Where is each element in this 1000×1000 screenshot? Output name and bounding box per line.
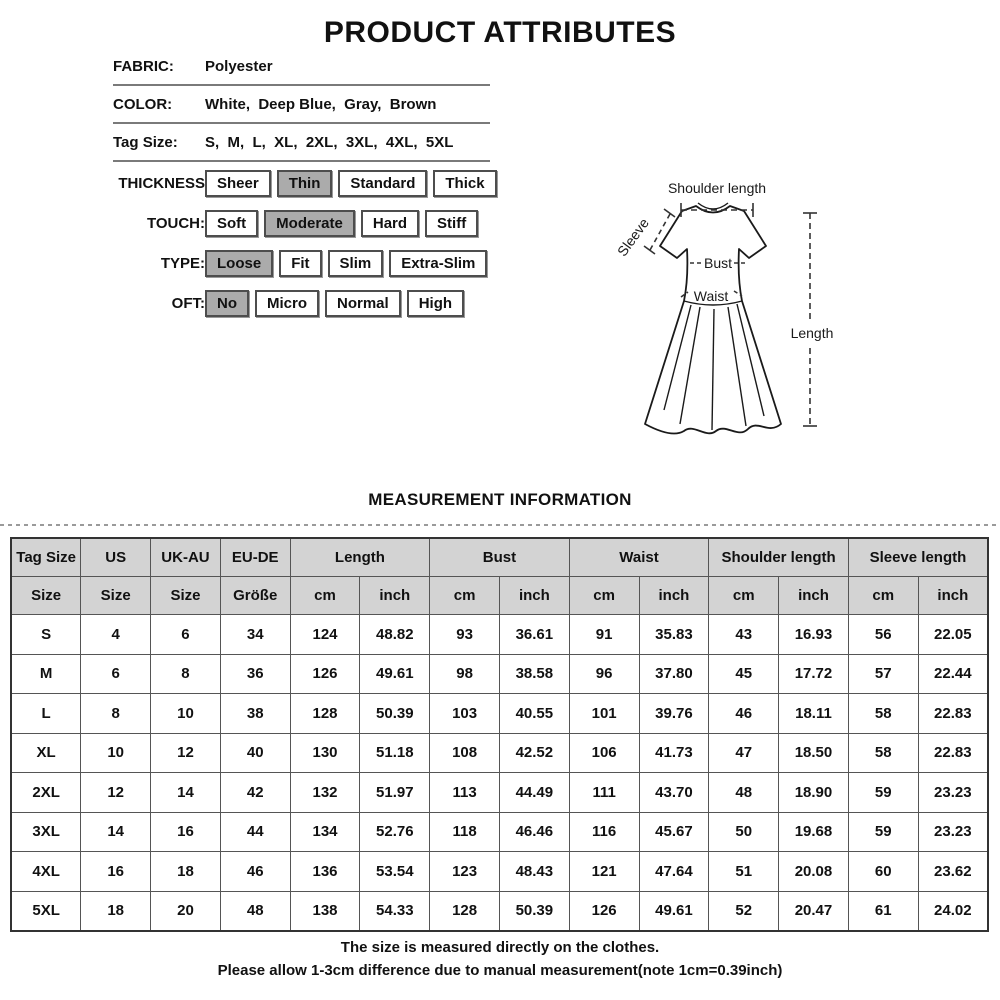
measurement-cell: 43 <box>709 615 779 655</box>
measurement-cell: 49.61 <box>360 654 430 694</box>
measurement-cell: 12 <box>151 733 221 773</box>
measurement-cell: 48 <box>220 891 290 931</box>
measurement-cell: 40.55 <box>499 694 569 734</box>
table-row <box>11 891 988 931</box>
measurement-cell: 106 <box>569 733 639 773</box>
size-cell: 4XL <box>11 852 81 892</box>
measurement-cell: 22.83 <box>918 694 988 734</box>
bust-label: Bust <box>703 255 733 271</box>
measurement-cell: 52.76 <box>360 812 430 852</box>
table-row <box>11 812 988 852</box>
measurement-cell: 136 <box>290 852 360 892</box>
measurement-cell: 23.23 <box>918 812 988 852</box>
color-value: White, Deep Blue, Gray, Brown <box>205 95 437 113</box>
measurement-cell: 16.93 <box>779 615 849 655</box>
measurement-cell: 134 <box>290 812 360 852</box>
table-row <box>11 654 988 694</box>
column-group-header: Length <box>290 538 430 577</box>
measurement-cell: 60 <box>848 852 918 892</box>
length-measure-line <box>803 213 817 426</box>
measurement-cell: 124 <box>290 615 360 655</box>
measurement-cell: 42.52 <box>499 733 569 773</box>
measurement-cell: 8 <box>81 694 151 734</box>
measurement-cell: 103 <box>430 694 500 734</box>
size-table-head <box>11 538 988 615</box>
option-sheer-button[interactable]: Sheer <box>205 170 271 197</box>
table-row <box>11 852 988 892</box>
column-group-header: Sleeve length <box>848 538 988 577</box>
measurement-cell: 47.64 <box>639 852 709 892</box>
measurement-cell: 57 <box>848 654 918 694</box>
measurement-cell: 18.50 <box>779 733 849 773</box>
measurement-cell: 34 <box>220 615 290 655</box>
measurement-cell: 54.33 <box>360 891 430 931</box>
size-cell: 5XL <box>11 891 81 931</box>
shoulder-length-label: Shoulder length <box>667 180 767 196</box>
measurement-cell: 138 <box>290 891 360 931</box>
size-cell: S <box>11 615 81 655</box>
footer-notes <box>0 936 1000 982</box>
measurement-cell: 132 <box>290 773 360 813</box>
measurement-cell: 121 <box>569 852 639 892</box>
measurement-cell: 42 <box>220 773 290 813</box>
measurement-cell: 43.70 <box>639 773 709 813</box>
measurement-cell: 24.02 <box>918 891 988 931</box>
column-subheader: inch <box>499 577 569 615</box>
option-micro-button[interactable]: Micro <box>255 290 319 317</box>
column-subheader: Size <box>151 577 221 615</box>
measurement-cell: 45 <box>709 654 779 694</box>
measurement-cell: 91 <box>569 615 639 655</box>
measurement-cell: 51 <box>709 852 779 892</box>
note-line-2: Please allow 1-3cm difference due to manual measurement(note 1cm=0.39inch) <box>217 962 783 979</box>
size-cell: 3XL <box>11 812 81 852</box>
measurement-cell: 123 <box>430 852 500 892</box>
measurement-cell: 116 <box>569 812 639 852</box>
measurement-cell: 58 <box>848 694 918 734</box>
column-subheader: Größe <box>220 577 290 615</box>
measurement-cell: 14 <box>151 773 221 813</box>
measurement-cell: 20 <box>151 891 221 931</box>
table-row <box>11 773 988 813</box>
tag-size-value: S, M, L, XL, 2XL, 3XL, 4XL, 5XL <box>205 133 454 151</box>
column-subheader: Size <box>11 577 81 615</box>
measurement-cell: 48 <box>709 773 779 813</box>
fabric-label: FABRIC: <box>113 57 174 75</box>
fabric-value: Polyester <box>205 57 273 75</box>
color-row <box>113 86 490 124</box>
option-soft-button[interactable]: Soft <box>205 210 258 237</box>
measurement-cell: 40 <box>220 733 290 773</box>
color-label: COLOR: <box>113 95 173 113</box>
measurement-cell: 59 <box>848 812 918 852</box>
measurement-cell: 8 <box>151 654 221 694</box>
measurement-cell: 23.23 <box>918 773 988 813</box>
measurement-cell: 18 <box>81 891 151 931</box>
measurement-cell: 126 <box>569 891 639 931</box>
option-slim-button[interactable]: Slim <box>328 250 384 277</box>
measurement-cell: 59 <box>848 773 918 813</box>
length-label: Length <box>790 325 834 341</box>
column-group-header: Tag Size <box>11 538 81 577</box>
touch-options <box>205 210 484 237</box>
measurement-cell: 16 <box>81 852 151 892</box>
measurement-cell: 36 <box>220 654 290 694</box>
column-group-header: Shoulder length <box>709 538 849 577</box>
column-subheader: inch <box>639 577 709 615</box>
measurement-cell: 51.18 <box>360 733 430 773</box>
option-thick-button[interactable]: Thick <box>433 170 496 197</box>
oft-row <box>113 283 533 323</box>
column-subheader: cm <box>569 577 639 615</box>
waist-label: Waist <box>693 288 729 304</box>
column-group-header: US <box>81 538 151 577</box>
tag-size-label: Tag Size: <box>113 133 178 151</box>
measurement-cell: 22.44 <box>918 654 988 694</box>
measurement-cell: 98 <box>430 654 500 694</box>
measurement-cell: 108 <box>430 733 500 773</box>
measurement-cell: 128 <box>430 891 500 931</box>
measurement-cell: 20.08 <box>779 852 849 892</box>
size-table <box>10 537 989 932</box>
measurement-cell: 35.83 <box>639 615 709 655</box>
column-subheader: cm <box>430 577 500 615</box>
thickness-label: THICKNESS <box>118 174 205 192</box>
measurement-cell: 50.39 <box>499 891 569 931</box>
measurement-cell: 44.49 <box>499 773 569 813</box>
measurement-cell: 4 <box>81 615 151 655</box>
measurement-cell: 130 <box>290 733 360 773</box>
option-loose-button[interactable]: Loose <box>205 250 273 277</box>
measurement-cell: 126 <box>290 654 360 694</box>
measurement-cell: 18.90 <box>779 773 849 813</box>
measurement-cell: 45.67 <box>639 812 709 852</box>
measurement-cell: 96 <box>569 654 639 694</box>
measurement-cell: 56 <box>848 615 918 655</box>
size-cell: XL <box>11 733 81 773</box>
measurement-cell: 22.83 <box>918 733 988 773</box>
size-cell: L <box>11 694 81 734</box>
option-thin-button[interactable]: Thin <box>277 170 333 197</box>
dotted-divider <box>0 524 1000 526</box>
page-title: PRODUCT ATTRIBUTES <box>323 16 677 49</box>
measurement-cell: 37.80 <box>639 654 709 694</box>
measurement-cell: 52 <box>709 891 779 931</box>
measurement-cell: 41.73 <box>639 733 709 773</box>
size-cell: M <box>11 654 81 694</box>
measurement-cell: 38 <box>220 694 290 734</box>
measurement-cell: 14 <box>81 812 151 852</box>
measurement-cell: 12 <box>81 773 151 813</box>
fabric-row <box>113 48 490 86</box>
measurement-cell: 128 <box>290 694 360 734</box>
measurement-cell: 6 <box>81 654 151 694</box>
measurement-cell: 38.58 <box>499 654 569 694</box>
thickness-options <box>205 170 503 197</box>
size-cell: 2XL <box>11 773 81 813</box>
measurement-cell: 18.11 <box>779 694 849 734</box>
measurement-cell: 58 <box>848 733 918 773</box>
measurement-cell: 48.82 <box>360 615 430 655</box>
measurement-cell: 16 <box>151 812 221 852</box>
oft-options <box>205 290 470 317</box>
measurement-cell: 46 <box>709 694 779 734</box>
measurement-cell: 46.46 <box>499 812 569 852</box>
measurement-cell: 47 <box>709 733 779 773</box>
size-table-body <box>11 615 988 932</box>
option-fit-button[interactable]: Fit <box>279 250 321 277</box>
column-subheader: Size <box>81 577 151 615</box>
measurement-cell: 118 <box>430 812 500 852</box>
measurement-cell: 39.76 <box>639 694 709 734</box>
oft-label: OFT: <box>171 294 205 312</box>
touch-row <box>113 203 533 243</box>
column-group-header: UK-AU <box>151 538 221 577</box>
column-group-header: Waist <box>569 538 709 577</box>
measurement-cell: 50 <box>709 812 779 852</box>
type-label: TYPE: <box>160 254 205 272</box>
measurement-cell: 20.47 <box>779 891 849 931</box>
measurement-cell: 50.39 <box>360 694 430 734</box>
option-high-button[interactable]: High <box>407 290 464 317</box>
sleeve-label: Sleeve <box>613 215 653 260</box>
measurement-cell: 61 <box>848 891 918 931</box>
measurement-cell: 36.61 <box>499 615 569 655</box>
option-standard-button[interactable]: Standard <box>338 170 427 197</box>
column-group-header: Bust <box>430 538 570 577</box>
option-moderate-button[interactable]: Moderate <box>264 210 355 237</box>
measurement-cell: 6 <box>151 615 221 655</box>
option-groups <box>113 163 533 323</box>
option-hard-button[interactable]: Hard <box>361 210 419 237</box>
measurement-cell: 111 <box>569 773 639 813</box>
column-subheader: inch <box>779 577 849 615</box>
option-extra-slim-button[interactable]: Extra-Slim <box>389 250 487 277</box>
measurement-cell: 113 <box>430 773 500 813</box>
column-subheader: cm <box>290 577 360 615</box>
table-row <box>11 694 988 734</box>
measurement-cell: 51.97 <box>360 773 430 813</box>
measurement-cell: 44 <box>220 812 290 852</box>
measurement-cell: 10 <box>151 694 221 734</box>
option-stiff-button[interactable]: Stiff <box>425 210 478 237</box>
column-subheader: cm <box>848 577 918 615</box>
measurement-cell: 19.68 <box>779 812 849 852</box>
measurement-cell: 10 <box>81 733 151 773</box>
measurement-heading: MEASUREMENT INFORMATION <box>368 490 632 509</box>
type-options <box>205 250 493 277</box>
measurement-cell: 53.54 <box>360 852 430 892</box>
measurement-cell: 22.05 <box>918 615 988 655</box>
measurement-cell: 49.61 <box>639 891 709 931</box>
column-subheader: inch <box>360 577 430 615</box>
option-normal-button[interactable]: Normal <box>325 290 401 317</box>
column-subheader: inch <box>918 577 988 615</box>
tag-size-row <box>113 124 490 162</box>
touch-label: TOUCH: <box>146 214 205 232</box>
measurement-cell: 18 <box>151 852 221 892</box>
table-row <box>11 733 988 773</box>
dress-measurement-diagram <box>608 158 892 450</box>
measurement-cell: 101 <box>569 694 639 734</box>
thickness-row <box>113 163 533 203</box>
column-subheader: cm <box>709 577 779 615</box>
measurement-cell: 93 <box>430 615 500 655</box>
note-line-1: The size is measured directly on the clothes. <box>340 939 660 956</box>
type-row <box>113 243 533 283</box>
measurement-cell: 23.62 <box>918 852 988 892</box>
measurement-cell: 48.43 <box>499 852 569 892</box>
attribute-list <box>113 48 490 162</box>
option-no-button[interactable]: No <box>205 290 249 317</box>
column-group-header: EU-DE <box>220 538 290 577</box>
table-row <box>11 615 988 655</box>
measurement-cell: 17.72 <box>779 654 849 694</box>
measurement-cell: 46 <box>220 852 290 892</box>
